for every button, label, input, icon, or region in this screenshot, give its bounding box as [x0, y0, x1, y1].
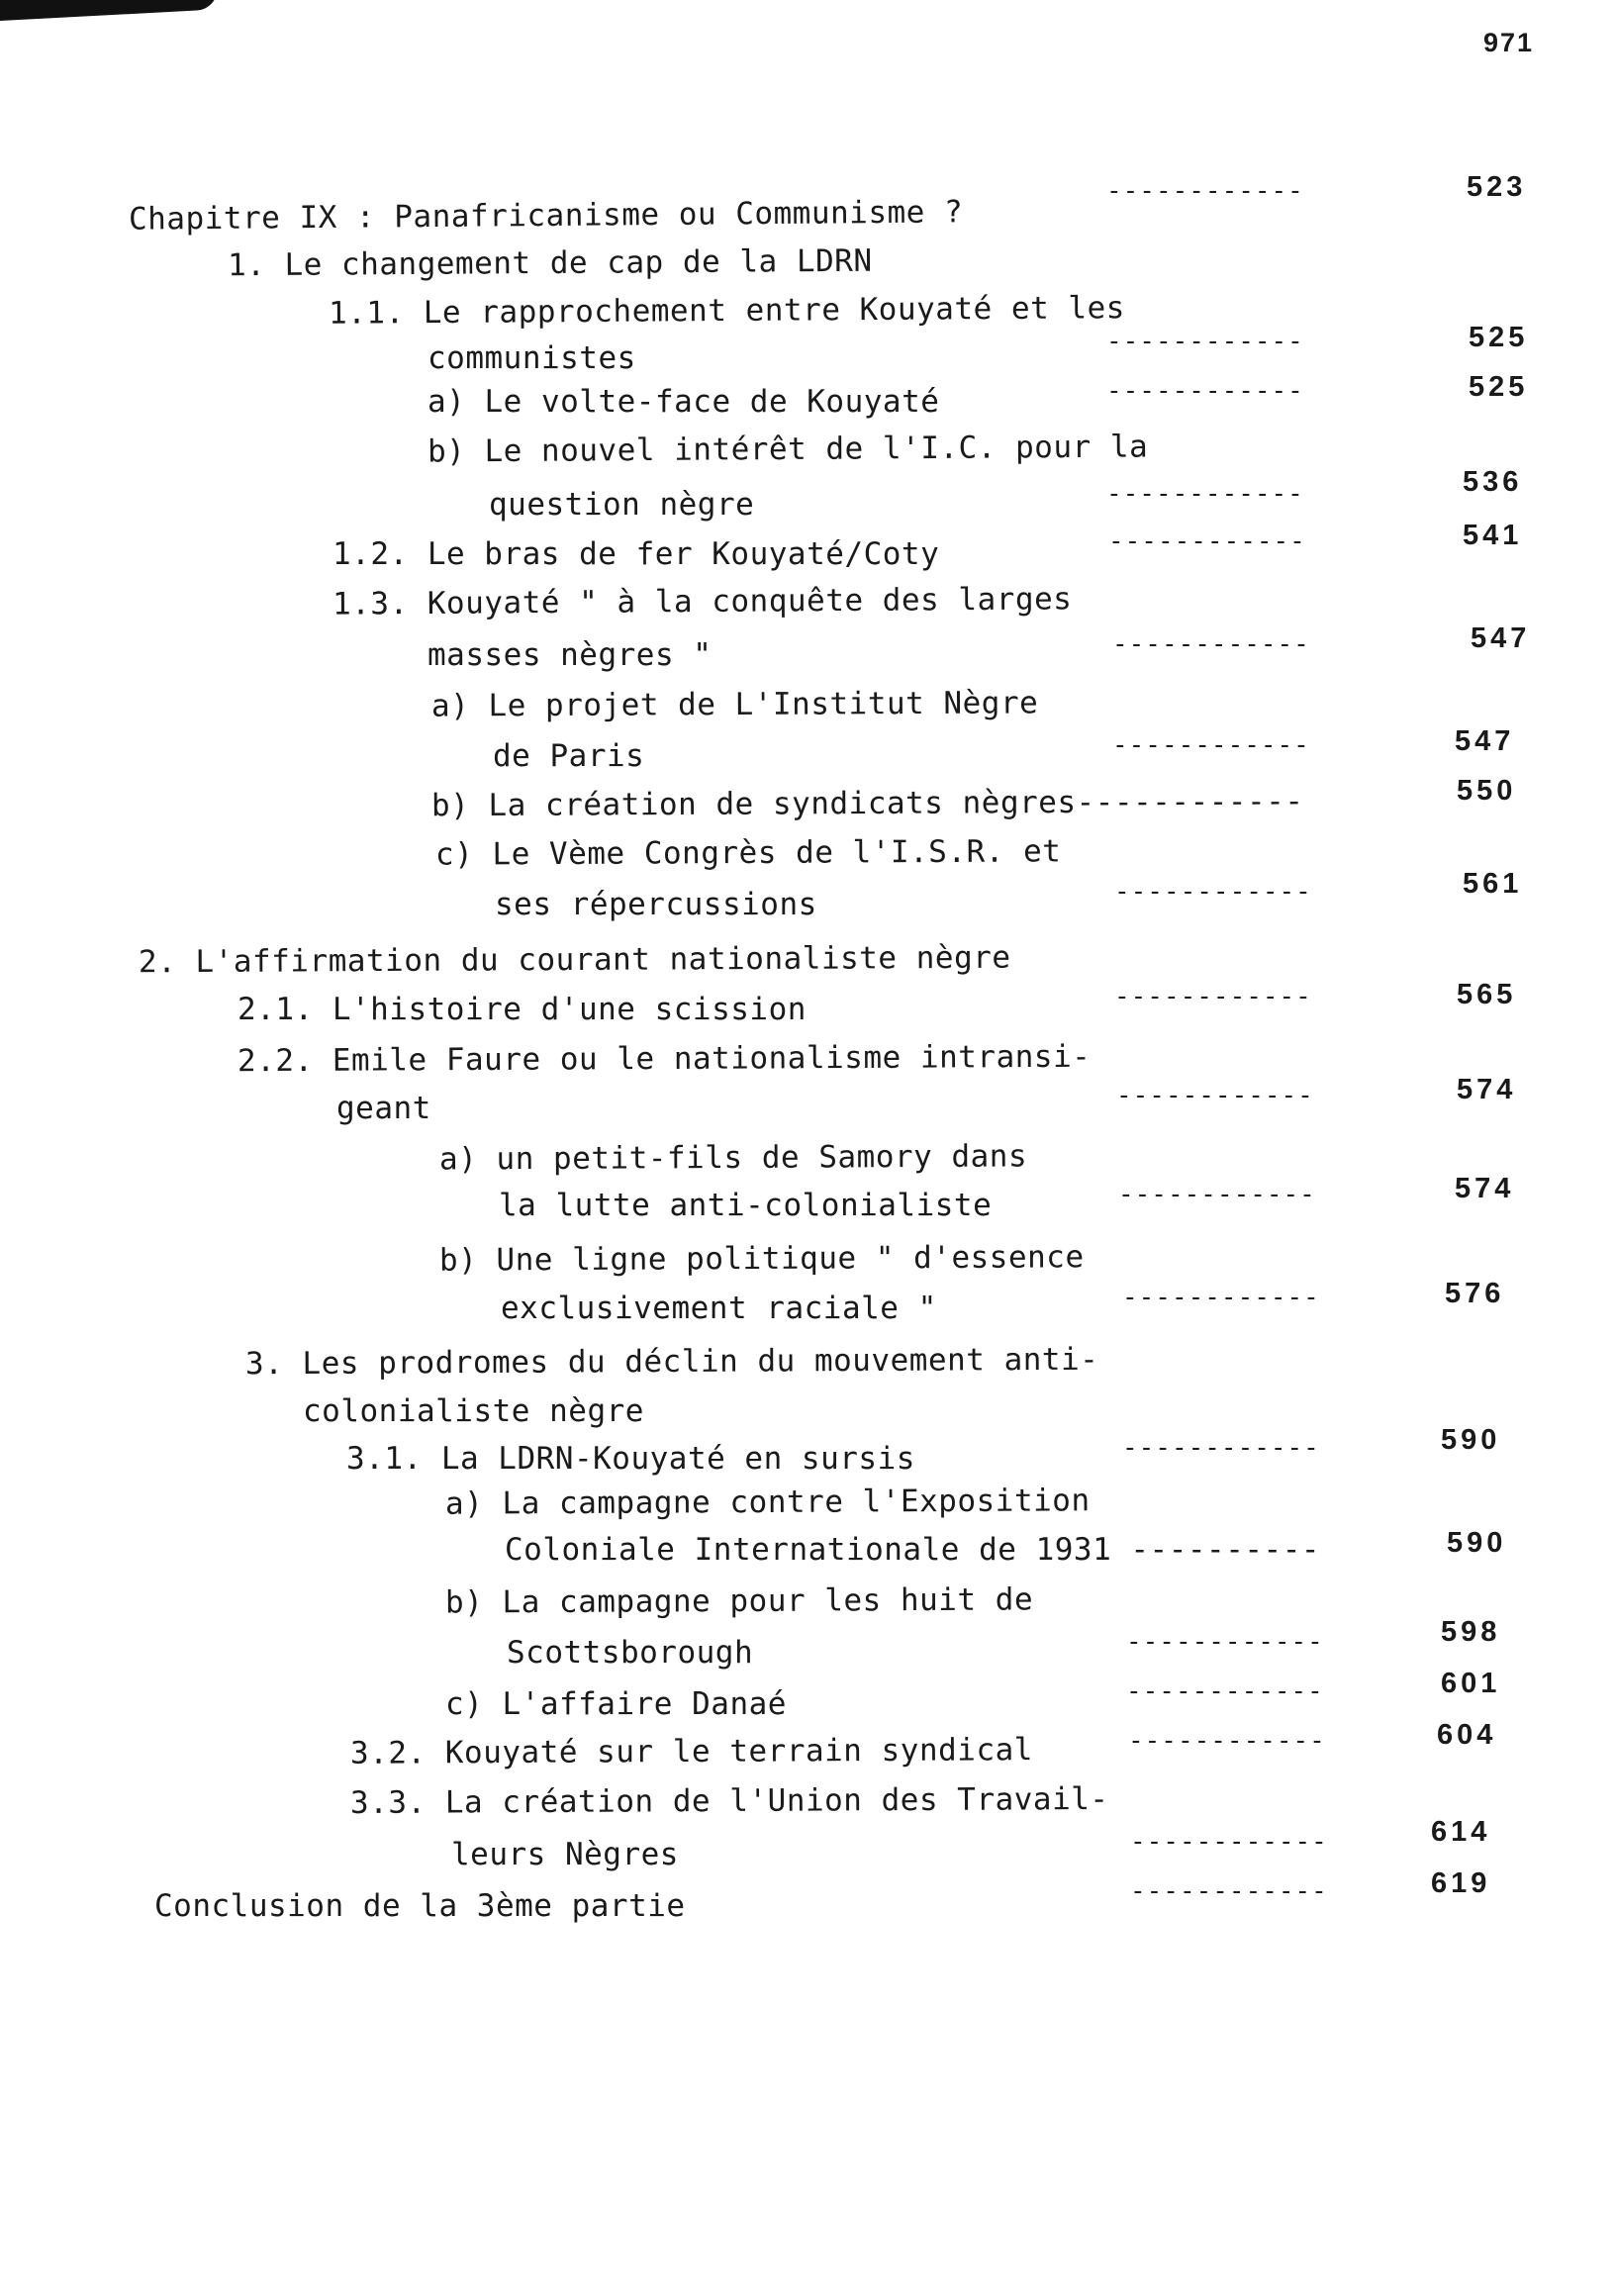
toc-page-number: 604	[1437, 1719, 1497, 1751]
toc-entry: a) Le volte-face de Kouyaté	[428, 384, 940, 420]
toc-entry: leurs Nègres	[451, 1837, 679, 1872]
toc-page-number: 576	[1445, 1278, 1505, 1309]
toc-leader: ------------	[1114, 877, 1312, 907]
toc-entry: c) L'affaire Danaé	[445, 1686, 787, 1722]
toc-page-number: 550	[1457, 775, 1517, 807]
toc-entry: b) La campagne pour les huit de	[444, 1581, 1034, 1621]
toc-entry: a) La campagne contre l'Exposition	[444, 1483, 1091, 1522]
toc-leader: ------------	[1108, 526, 1306, 556]
toc-leader: ------------	[1106, 176, 1304, 206]
toc-entry: de Paris	[493, 738, 645, 774]
toc-leader: ------------	[1116, 1081, 1314, 1110]
toc-entry: 1.3. Kouyaté " à la conquête des larges	[332, 581, 1073, 622]
toc-page-number: 547	[1471, 622, 1531, 654]
toc-page-number: 565	[1457, 979, 1517, 1010]
toc-entry: 2.2. Emile Faure ou le nationalisme intransi-	[237, 1038, 1092, 1080]
toc-entry: geant	[336, 1091, 431, 1126]
toc-leader: ------------	[1128, 1726, 1326, 1756]
toc-leader: ------------	[1130, 1827, 1328, 1857]
toc-leader: ------------	[1122, 1283, 1320, 1312]
toc-leader: ------------	[1126, 1676, 1324, 1706]
toc-entry: masses nègres "	[428, 637, 712, 673]
toc-entry: Coloniale Internationale de 1931 ----------	[505, 1532, 1321, 1568]
toc-page-number: 590	[1447, 1527, 1507, 1559]
toc-entry: 3.1. La LDRN-Kouyaté en sursis	[346, 1441, 915, 1477]
toc-page-number: 590	[1441, 1424, 1501, 1456]
toc-page-number: 536	[1463, 466, 1523, 498]
toc-entry: 2.1. L'histoire d'une scission	[238, 992, 807, 1027]
toc-entry: la lutte anti-colonialiste	[499, 1188, 993, 1223]
toc-page-number: 574	[1455, 1173, 1515, 1204]
toc-entry: Scottsborough	[507, 1635, 754, 1671]
toc-leader: ------------	[1126, 1627, 1324, 1657]
toc-entry: communistes	[428, 340, 636, 376]
toc-page-number: 547	[1455, 725, 1515, 757]
toc-entry: 1. Le changement de cap de la LDRN	[227, 242, 873, 284]
toc-entry: b) Le nouvel intérêt de l'I.C. pour la	[427, 429, 1149, 470]
toc-entry: 1.2. Le bras de fer Kouyaté/Coty	[332, 536, 940, 572]
toc-leader: ------------	[1114, 982, 1312, 1011]
toc-leader: ------------	[1112, 730, 1310, 760]
toc-entry: exclusivement raciale "	[501, 1291, 937, 1326]
toc-entry: a) un petit-fils de Samory dans	[438, 1138, 1028, 1178]
toc-entry: ses répercussions	[495, 887, 817, 922]
toc-page-number: 525	[1469, 322, 1529, 353]
toc-leader: ------------	[1106, 479, 1304, 509]
toc-entry: 3.2. Kouyaté sur le terrain syndical	[349, 1732, 1033, 1771]
toc-page-number: 574	[1457, 1074, 1517, 1105]
toc-page-number: 525	[1469, 371, 1529, 403]
toc-page-number: 614	[1431, 1816, 1491, 1848]
toc-entry: a) Le projet de L'Institut Nègre	[430, 685, 1039, 724]
page-number: 971	[1482, 28, 1534, 57]
toc-entry-chapter: Chapitre IX : Panafricanisme ou Communisme ?	[128, 194, 964, 238]
toc-entry-section: 2. L'affirmation du courant nationaliste nègre	[138, 939, 1011, 981]
toc-entry: b) La création de syndicats nègres------------	[430, 783, 1304, 824]
toc-page-number: 601	[1441, 1668, 1501, 1699]
toc-entry: 1.1. Le rapprochement entre Kouyaté et les	[328, 290, 1125, 332]
toc-leader: ------------	[1130, 1876, 1328, 1906]
toc-entry-section: 3. Les prodromes du déclin du mouvement anti-	[244, 1341, 1099, 1383]
toc-entry: 3.3. La création de l'Union des Travail-	[349, 1780, 1109, 1822]
toc-page-number: 541	[1463, 520, 1523, 551]
toc-leader: ------------	[1106, 376, 1304, 406]
toc-entry: c) Le Vème Congrès de l'I.S.R. et	[434, 833, 1062, 873]
toc-page-number: 523	[1467, 171, 1527, 203]
toc-page-number: 598	[1441, 1616, 1501, 1648]
toc-entry: colonialiste nègre	[303, 1393, 644, 1429]
toc-leader: ------------	[1106, 327, 1304, 356]
toc-leader: ------------	[1112, 629, 1310, 659]
toc-leader: ------------	[1122, 1433, 1320, 1463]
toc-entry: question nègre	[489, 487, 755, 523]
toc-entry-conclusion: Conclusion de la 3ème partie	[154, 1888, 686, 1924]
toc-page-number: 561	[1463, 868, 1523, 900]
toc-page-number: 619	[1431, 1867, 1491, 1899]
toc-leader: ------------	[1118, 1180, 1316, 1209]
toc-entry: b) Une ligne politique " d'essence	[438, 1239, 1085, 1279]
